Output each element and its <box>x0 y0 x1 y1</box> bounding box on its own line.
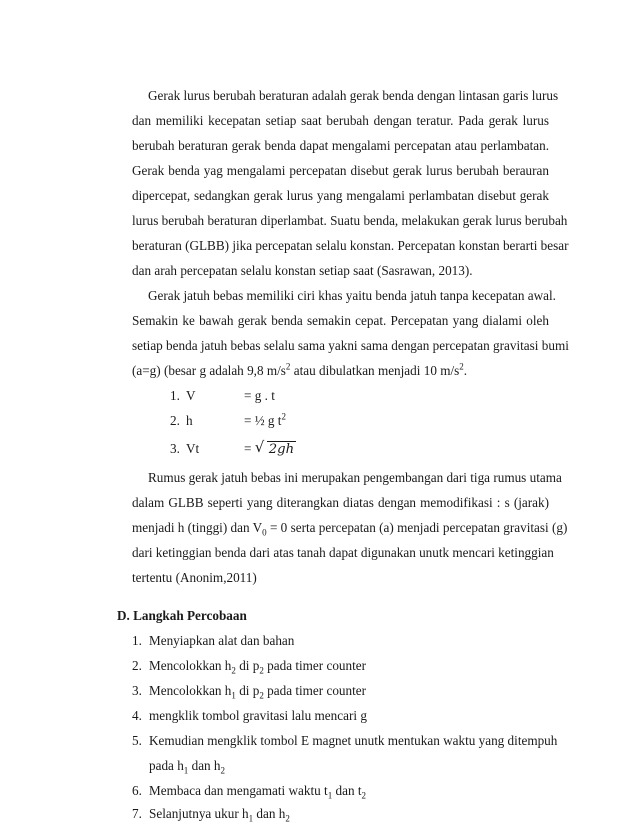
formula-2-rhs: = ½ g t <box>244 413 282 428</box>
step-6-sub-2: 2 <box>361 790 367 801</box>
p3-line-3 <box>132 519 567 536</box>
p1-line-4: Gerak benda yag mengalami percepatan disebut gerak lurus berubah berauran <box>132 163 549 178</box>
p2-sup-2: 2 <box>459 361 464 372</box>
step-7-a: Selanjutnya ukur h <box>149 806 249 821</box>
p3-line-4: dari ketinggian benda dari atas tanah dapat digunakan unutk mencari ketinggian <box>132 545 554 560</box>
p2-line-1: Gerak jatuh bebas memiliki ciri khas yaitu benda jatuh tanpa kecepatan awal. <box>148 288 556 303</box>
step-3-sub-1: 1 <box>231 690 236 701</box>
p3-line-5: tertentu (Anonim,2011) <box>132 570 257 585</box>
step-1-text: Menyiapkan alat dan bahan <box>149 633 295 648</box>
p3-line-3-a: menjadi h (tinggi) dan V <box>132 520 263 535</box>
step-7-sub-2: 2 <box>285 813 290 824</box>
p1-line-8: dan arah percepatan selalu konstan setiap saat (Sasrawan, 2013). <box>132 263 473 278</box>
formula-1-num: 1. <box>170 388 180 403</box>
p2-line-4-b: atau dibulatkan menjadi 10 m/s <box>290 363 460 378</box>
p1-line-7: beraturan (GLBB) jika percepatan selalu konstan. Percepatan konstan berarti besar <box>132 238 569 253</box>
step-5-cont-b: dan h <box>188 758 221 773</box>
step-5-cont-a: pada h <box>149 758 184 773</box>
formula-1-lhs: V <box>186 388 196 403</box>
p3-line-1: Rumus gerak jatuh bebas ini merupakan pengembangan dari tiga rumus utama <box>148 470 562 485</box>
formula-3-radicand: 2gh <box>268 442 295 457</box>
formula-3-num: 3. <box>170 441 180 456</box>
p3-sub: 0 <box>262 527 267 538</box>
step-6-a: Membaca dan mengamati waktu t <box>149 783 328 798</box>
step-2-text <box>149 657 366 674</box>
step-3-c: pada timer counter <box>263 683 367 698</box>
step-6-b: dan t <box>332 783 362 798</box>
formula-3-lhs: Vt <box>186 441 200 456</box>
p2-sup-1: 2 <box>285 361 291 372</box>
step-4-num: 4. <box>132 708 142 723</box>
p2-line-4 <box>132 362 467 379</box>
step-2-b: di p <box>235 658 260 673</box>
step-2-sub-1: 2 <box>231 665 236 676</box>
step-5-sub-1: 1 <box>183 765 189 776</box>
step-2-a: Mencolokkan h <box>149 658 232 673</box>
formula-2-lhs: h <box>186 413 193 428</box>
p1-line-3: berubah beraturan gerak benda dapat mengalami percepatan atau perlambatan. <box>132 138 549 153</box>
step-6-text <box>149 782 366 799</box>
p2-line-4-a: (a=g) (besar g adalah 9,8 m/s <box>132 363 286 378</box>
p1-line-1: Gerak lurus berubah beraturan adalah gerak benda dengan lintasan garis lurus <box>148 88 559 103</box>
step-7-text <box>149 805 290 822</box>
p2-line-3: setiap benda jatuh bebas selalu sama yakni sama dengan percepatan gravitasi bumi <box>132 338 569 353</box>
step-3-num: 3. <box>132 683 142 698</box>
step-7-num: 7. <box>132 806 142 821</box>
p1-line-2: dan memiliki kecepatan setiap saat berubah dengan teratur. Pada gerak lurus <box>132 113 549 128</box>
step-3-text <box>149 682 366 699</box>
step-5-num: 5. <box>132 733 142 748</box>
step-2-sub-2: 2 <box>259 665 264 676</box>
p1-line-6: lurus berubah beraturan diperlambat. Suatu benda, melakukan gerak lurus berubah <box>132 213 568 228</box>
step-1-num: 1. <box>132 633 142 648</box>
step-2-c: pada timer counter <box>263 658 367 673</box>
step-5-text: Kemudian mengklik tombol E magnet unutk mentukan waktu yang ditempuh <box>149 733 558 748</box>
formula-3-rhs-wrap <box>244 440 296 458</box>
p2-line-2: Semakin ke bawah gerak benda semakin cepat. Percepatan yang dialami oleh <box>132 313 549 328</box>
p2-line-4-c: . <box>463 363 468 378</box>
sqrt-expression <box>254 438 296 458</box>
step-4-text: mengklik tombol gravitasi lalu mencari g <box>149 708 367 723</box>
section-heading: D. Langkah Percobaan <box>117 608 247 623</box>
step-7-b: dan h <box>253 806 286 821</box>
step-5-cont <box>149 757 225 774</box>
formula-2-rhs-wrap <box>244 412 286 429</box>
step-3-sub-2: 2 <box>259 690 264 701</box>
formula-2-num: 2. <box>170 413 180 428</box>
step-2-num: 2. <box>132 658 142 673</box>
p1-line-5: dipercepat, sedangkan gerak lurus yang mengalami perlambatan disebut gerak <box>132 188 549 203</box>
step-3-b: di p <box>235 683 260 698</box>
formula-1-rhs: = g . t <box>244 388 275 403</box>
step-6-num: 6. <box>132 783 142 798</box>
p3-line-3-b: = 0 serta percepatan (a) menjadi percepatan gravitasi (g) <box>266 520 568 535</box>
step-3-a: Mencolokkan h <box>149 683 232 698</box>
formula-3-eq: = <box>244 441 252 456</box>
step-6-sub-1: 1 <box>327 790 333 801</box>
step-5-sub-2: 2 <box>220 765 226 776</box>
formula-2-sup: 2 <box>281 411 286 422</box>
step-7-sub-1: 1 <box>248 813 254 824</box>
radical-icon: √ <box>254 438 265 456</box>
p3-line-2: dalam GLBB seperti yang diterangkan diatas dengan memodifikasi : s (jarak) <box>132 495 549 510</box>
